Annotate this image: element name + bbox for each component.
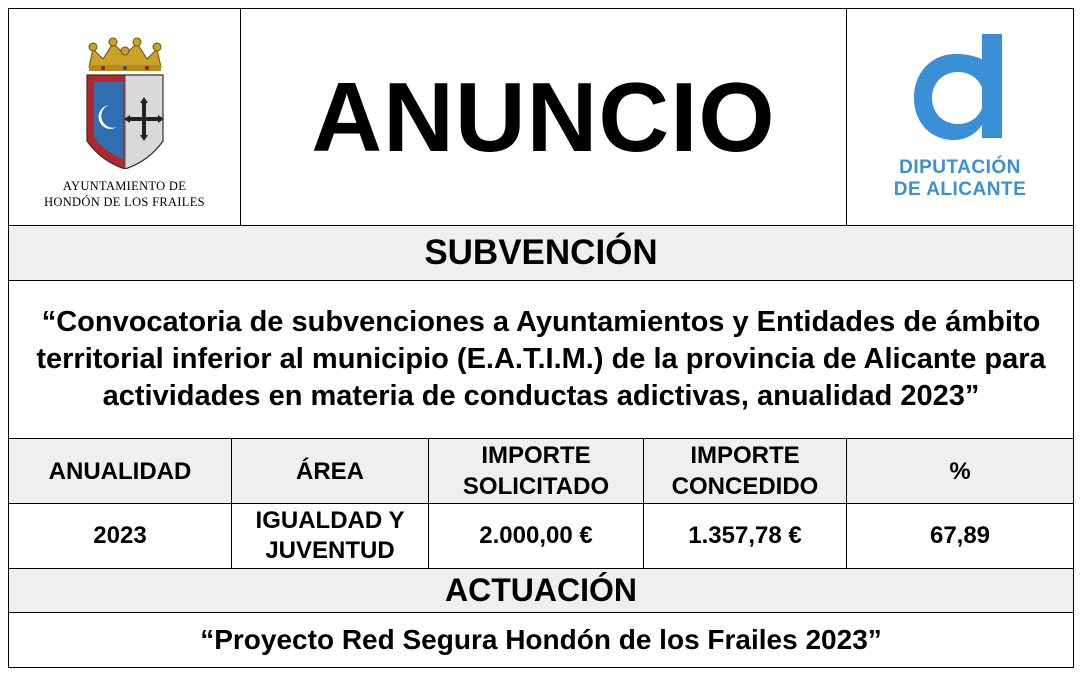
table-cell-value: 1.357,78 € [688, 522, 802, 549]
diputacion-a-icon [904, 34, 1016, 151]
table-cell-area [231, 503, 429, 569]
page-title: ANUNCIO [311, 61, 776, 172]
table-header-importe-concedido [643, 438, 847, 504]
actuacion-description [8, 612, 1074, 668]
table-cell-value: 2.000,00 € [479, 522, 593, 549]
table-cell-importe-concedido [643, 503, 847, 569]
coat-of-arms-icon [83, 37, 167, 174]
municipality-name-line2: HONDÓN DE LOS FRAILES [44, 195, 205, 209]
table-cell-value: IGUALDAD Y JUVENTUD [255, 507, 405, 564]
table-cell-value: 67,89 [929, 522, 991, 549]
subvencion-heading-text: SUBVENCIÓN [424, 233, 658, 272]
municipality-name [44, 178, 205, 210]
table-header-area [231, 438, 429, 504]
table-header-label: % [949, 457, 971, 485]
diputacion-name-line1: DIPUTACIÓN [899, 156, 1021, 178]
diputacion-name [894, 157, 1027, 201]
diputacion-name-line2: DE ALICANTE [893, 178, 1027, 200]
announcement-title-cell [240, 8, 847, 226]
municipality-name-line1: AYUNTAMIENTO DE [62, 179, 187, 193]
subvencion-description [8, 280, 1074, 439]
table-header-label: IMPORTE CONCEDIDO [671, 442, 819, 500]
table-cell-importe-solicitado [428, 503, 644, 569]
table-header-importe-solicitado [428, 438, 644, 504]
diputacion-logo [846, 8, 1074, 226]
table-cell-value: 2023 [93, 522, 147, 549]
table-header-label: ANUALIDAD [48, 457, 192, 485]
subvencion-description-text: “Convocatoria de subvenciones a Ayuntamientos y Entidades de ámbito territorial inferior al municipio (E.A.T.I.M.) de la provincia de Alicante para actividades en materia de conductas adictivas, anualidad 2023” [36, 306, 1046, 412]
table-cell-percent [846, 503, 1074, 569]
municipality-logo [8, 8, 241, 226]
table-header-label: IMPORTE SOLICITADO [462, 442, 610, 500]
actuacion-heading-text: ACTUACIÓN [445, 572, 637, 608]
subvencion-heading [8, 225, 1074, 281]
table-header-label: ÁREA [295, 457, 364, 485]
table-header-anualidad [8, 438, 232, 504]
actuacion-description-text: “Proyecto Red Segura Hondón de los Frailes 2023” [200, 624, 882, 655]
table-cell-anualidad [8, 503, 232, 569]
actuacion-heading [8, 568, 1074, 613]
table-header-percent [846, 438, 1074, 504]
